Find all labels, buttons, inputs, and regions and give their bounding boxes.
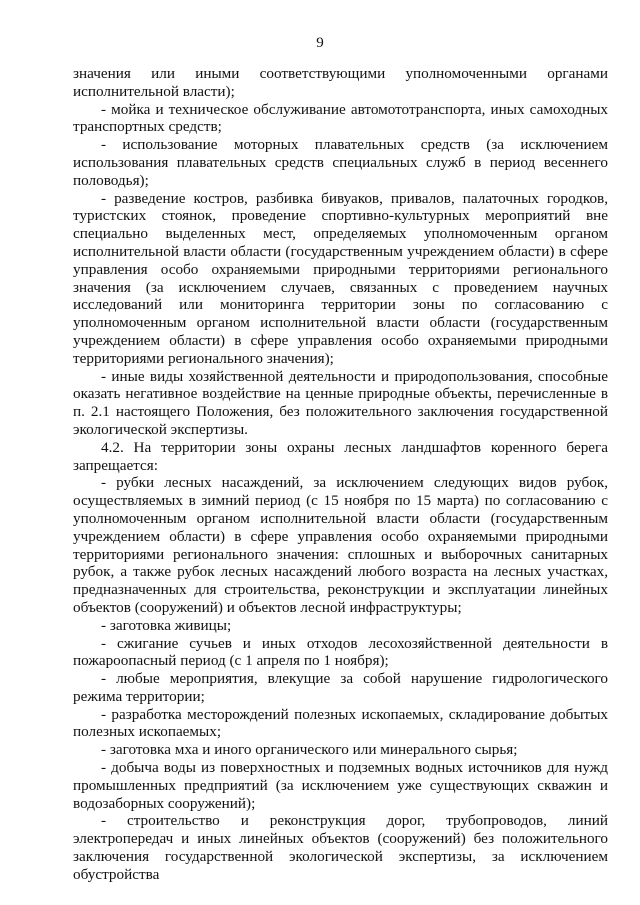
list-item-forest-cutting: - рубки лесных насаждений, за исключением следующих видов рубок, осуществляемых в зимний период (с 15 ноября по 15 марта) по согласованию с уполномоченным органом исполнительной власти области (государственным учреждением области) в сфере управления особо охраняемыми природными территориями регионального значения: сплошных и выборочных санитарных рубок, а также рубок лесных насаждений любого возраста на лесных участках, предназначенных для строительства, реконструкции и эксплуатации линейных объектов (сооружений) и объектов лесной инфраструктуры; [73,474,608,616]
page-number: 9 [316,35,324,51]
list-item-hydrology: - любые мероприятия, влекущие за собой нарушение гидрологического режима территории; [73,670,608,705]
list-item-campfires: - разведение костров, разбивка бивуаков, привалов, палаточных городков, туристских стоянок, проведение спортивно-культурных мероприятий вне специально выделенных мест, определяемых уполномоченным органом исполнительной власти области (государственным учреждением области) в сфере управления особо охраняемыми природными территориями регионального значения (за исключением случаев, связанных с проведением научных исследований или мониторинга территории зоны по согласованию с уполномоченным органом исполнительной власти области (государственным учреждением области) в сфере управления особо охраняемыми природными территориями регионального значения); [73,189,608,367]
list-item-construction: - строительство и реконструкция дорог, трубопроводов, линий электропередач и иных линейных объектов (сооружений) без положительного заключения государственной экологической экспертизы, за исключением обустройства [73,812,608,883]
list-item-motor-boats: - использование моторных плавательных средств (за исключением использования плавательных средств специальных служб в период весеннего половодья); [73,136,608,189]
list-item-burning-waste: - сжигание сучьев и иных отходов лесохозяйственной деятельности в пожароопасный период (с 1 апреля по 1 ноября); [73,634,608,670]
list-item-resin-harvest: - заготовка живицы; [101,616,232,634]
list-item-vehicle-washing: - мойка и техническое обслуживание автомототранспорта, иных самоходных транспортных средств; [73,100,608,136]
section-4-2-heading: 4.2. На территории зоны охраны лесных ландшафтов коренного берега запрещается: [73,438,608,474]
list-item-water-extraction: - добыча воды из поверхностных и подземных водных источников для нужд промышленных предприятий (за исключением уже существующих скважин и водозаборных сооружений); [73,759,608,812]
paragraph-continuation: значения или иными соответствующими уполномоченными органами исполнительной власти); [73,65,608,100]
document-body [73,65,608,884]
list-item-mining: - разработка месторождений полезных ископаемых, складирование добытых полезных ископаемых; [73,705,608,741]
list-item-moss-harvest: - заготовка мха и иного органического или минерального сырья; [101,741,518,759]
list-item-other-activities: - иные виды хозяйственной деятельности и природопользования, способные оказать негативное воздействие на ценные природные объекты, перечисленные в п. 2.1 настоящего Положения, без положительного заключения государственной экологической экспертизы. [73,367,608,438]
